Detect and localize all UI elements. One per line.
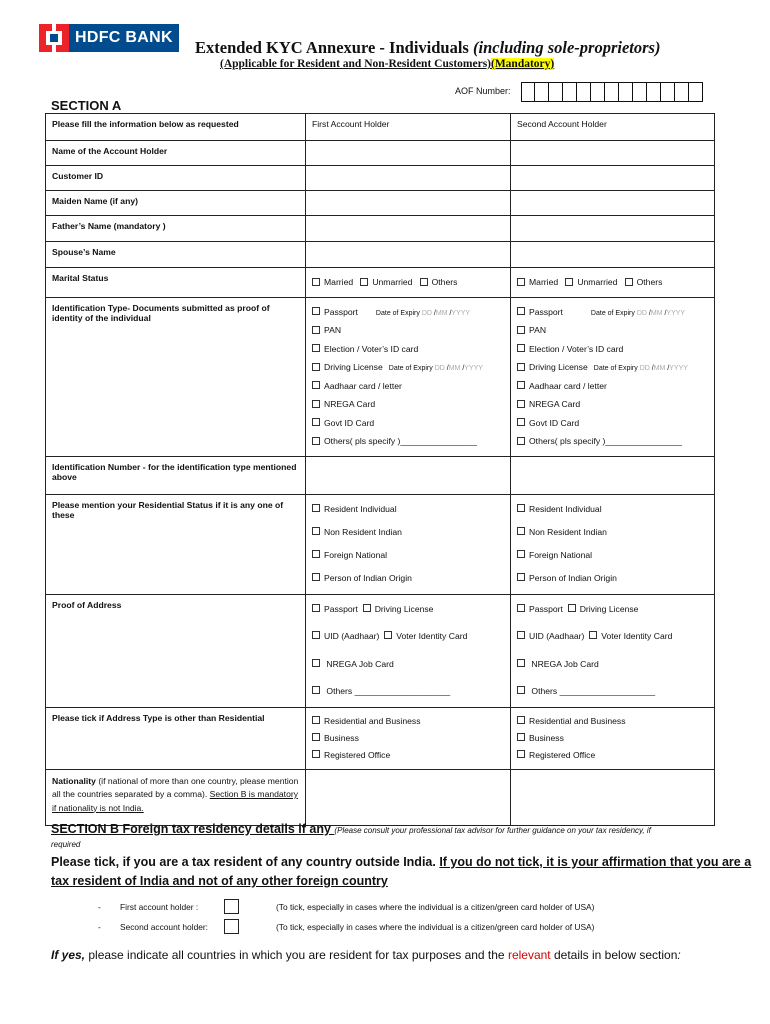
checkbox[interactable] bbox=[568, 604, 576, 612]
first-holder-tax-checkbox[interactable] bbox=[224, 899, 239, 914]
checkbox[interactable] bbox=[517, 573, 525, 581]
checkbox[interactable] bbox=[517, 550, 525, 558]
first-holder-marital-options: Married Unmarried Others bbox=[306, 268, 511, 298]
checkbox[interactable] bbox=[517, 750, 525, 758]
table-row bbox=[46, 769, 715, 825]
first-holder-father-field[interactable] bbox=[306, 216, 511, 242]
row-label: Proof of Address bbox=[46, 594, 306, 707]
table-row bbox=[46, 707, 715, 769]
section-b-note-continuation: required bbox=[51, 840, 81, 849]
checkbox[interactable] bbox=[517, 418, 525, 426]
checkbox[interactable] bbox=[517, 363, 525, 371]
checkbox[interactable] bbox=[517, 278, 525, 286]
row-label: Father’s Name (mandatory ) bbox=[46, 216, 306, 242]
table-row bbox=[46, 242, 715, 268]
checkbox[interactable] bbox=[312, 437, 320, 445]
checkbox[interactable] bbox=[312, 573, 320, 581]
checkbox[interactable] bbox=[312, 381, 320, 389]
checkbox[interactable] bbox=[312, 604, 320, 612]
row-label: Identification Type- Documents submitted as proof of identity of the individual bbox=[46, 297, 306, 456]
checkbox[interactable] bbox=[517, 659, 525, 667]
checkbox[interactable] bbox=[312, 400, 320, 408]
checkbox[interactable] bbox=[360, 278, 368, 286]
second-holder-marital-options: Married Unmarried Others bbox=[511, 268, 715, 298]
second-holder-proof-options: Passport Driving License UID (Aadhaar) Voter Identity Card NREGA Job Card Others ____________________ bbox=[511, 594, 715, 707]
checkbox[interactable] bbox=[589, 631, 597, 639]
second-holder-name-field[interactable] bbox=[511, 141, 715, 166]
checkbox[interactable] bbox=[312, 527, 320, 535]
second-holder-nationality-field[interactable] bbox=[511, 769, 715, 825]
mandatory-highlight: (Mandatory) bbox=[491, 58, 555, 70]
row-label: Identification Number - for the identification type mentioned above bbox=[46, 456, 306, 494]
table-row bbox=[46, 297, 715, 456]
second-holder-tax-checkbox[interactable] bbox=[224, 919, 239, 934]
checkbox[interactable] bbox=[312, 326, 320, 334]
first-holder-name-field[interactable] bbox=[306, 141, 511, 166]
first-holder-tax-row: - First account holder : (To tick, especially in cases where the individual is a citizen/green card holder of USA) bbox=[98, 902, 658, 918]
checkbox[interactable] bbox=[312, 278, 320, 286]
first-holder-residential-options: Resident Individual Non Resident Indian Foreign National Person of Indian Origin bbox=[306, 494, 511, 594]
row-label: Marital Status bbox=[46, 268, 306, 298]
table-row bbox=[46, 191, 715, 216]
kyc-table bbox=[45, 113, 715, 826]
checkbox[interactable] bbox=[312, 686, 320, 694]
table-row bbox=[46, 216, 715, 242]
first-holder-spouse-field[interactable] bbox=[306, 242, 511, 268]
second-holder-tax-row: - Second account holder: (To tick, especially in cases where the individual is a citizen/green card holder of USA) bbox=[98, 922, 658, 938]
column-header: Please fill the information below as requested bbox=[46, 114, 306, 141]
first-holder-maiden-field[interactable] bbox=[306, 191, 511, 216]
column-header: First Account Holder bbox=[306, 114, 511, 141]
table-row bbox=[46, 141, 715, 166]
aof-number-label: AOF Number: bbox=[455, 86, 511, 96]
first-holder-customer-id-field[interactable] bbox=[306, 166, 511, 191]
table-header-row bbox=[46, 114, 715, 141]
checkbox[interactable] bbox=[565, 278, 573, 286]
checkbox[interactable] bbox=[384, 631, 392, 639]
row-label: Customer ID bbox=[46, 166, 306, 191]
second-holder-id-number-field[interactable] bbox=[511, 456, 715, 494]
checkbox[interactable] bbox=[517, 716, 525, 724]
checkbox[interactable] bbox=[517, 400, 525, 408]
checkbox[interactable] bbox=[517, 631, 525, 639]
second-holder-maiden-field[interactable] bbox=[511, 191, 715, 216]
checkbox[interactable] bbox=[517, 604, 525, 612]
first-holder-proof-options: Passport Driving License UID (Aadhaar) Voter Identity Card NREGA Job Card Others ____________________ bbox=[306, 594, 511, 707]
second-holder-spouse-field[interactable] bbox=[511, 242, 715, 268]
checkbox[interactable] bbox=[312, 733, 320, 741]
hdfc-logo-mark-icon bbox=[39, 24, 69, 52]
row-label: Spouse’s Name bbox=[46, 242, 306, 268]
second-holder-residential-options: Resident Individual Non Resident Indian Foreign National Person of Indian Origin bbox=[511, 494, 715, 594]
checkbox[interactable] bbox=[420, 278, 428, 286]
table-row bbox=[46, 456, 715, 494]
checkbox[interactable] bbox=[517, 326, 525, 334]
second-holder-address-options: Residential and Business Business Registered Office bbox=[511, 707, 715, 769]
checkbox[interactable] bbox=[517, 437, 525, 445]
page-title: Extended KYC Annexure - Individuals (including sole-proprietors) bbox=[195, 38, 661, 57]
tax-residency-instruction: Please tick, if you are a tax resident of any country outside India. If you do not tick, it is your affirmation that you are a tax resident of India and not of any other foreign country bbox=[51, 855, 752, 888]
table-row bbox=[46, 166, 715, 191]
first-holder-id-number-field[interactable] bbox=[306, 456, 511, 494]
checkbox[interactable] bbox=[312, 418, 320, 426]
second-holder-id-options: Passport Date of Expiry DD /MM /YYYY PAN Election / Voter’s ID card Driving License Date of Expiry DD /MM /YYYY Aadhaar card / letter NREGA Card Govt ID Card Others( pls specify )________________ bbox=[511, 297, 715, 456]
column-header: Second Account Holder bbox=[511, 114, 715, 141]
section-a-heading: SECTION A bbox=[51, 98, 122, 113]
row-label: Please tick if Address Type is other than Residential bbox=[46, 707, 306, 769]
checkbox[interactable] bbox=[517, 381, 525, 389]
checkbox[interactable] bbox=[517, 686, 525, 694]
checkbox[interactable] bbox=[312, 504, 320, 512]
section-b-heading: SECTION B Foreign tax residency details if any (Please consult your professional tax advisor for further guidance on your tax residency, if bbox=[51, 822, 651, 836]
table-row bbox=[46, 268, 715, 298]
checkbox[interactable] bbox=[312, 750, 320, 758]
checkbox[interactable] bbox=[517, 527, 525, 535]
first-holder-id-options: Passport Date of Expiry DD /MM /YYYY PAN Election / Voter’s ID card Driving License Date of Expiry DD /MM /YYYY Aadhaar card / letter NREGA Card Govt ID Card Others( pls specify )________________ bbox=[306, 297, 511, 456]
checkbox[interactable] bbox=[312, 344, 320, 352]
second-holder-customer-id-field[interactable] bbox=[511, 166, 715, 191]
aof-number-boxes[interactable] bbox=[521, 82, 703, 102]
checkbox[interactable] bbox=[517, 733, 525, 741]
checkbox[interactable] bbox=[517, 307, 525, 315]
table-row bbox=[46, 494, 715, 594]
checkbox[interactable] bbox=[312, 550, 320, 558]
nationality-label: Nationality (if national of more than one country, please mention all the countries separated by a comma). Section B is mandatory if nationality is not India. bbox=[46, 769, 306, 825]
checkbox[interactable] bbox=[312, 659, 320, 667]
if-yes-instruction: If yes, please indicate all countries in which you are resident for tax purposes and the relevant details in below section: bbox=[51, 948, 681, 962]
checkbox[interactable] bbox=[625, 278, 633, 286]
checkbox[interactable] bbox=[312, 631, 320, 639]
page-subtitle: (Applicable for Resident and Non-Resident Customers)(Mandatory) bbox=[220, 58, 555, 70]
table-row bbox=[46, 594, 715, 707]
row-label: Maiden Name (if any) bbox=[46, 191, 306, 216]
second-holder-father-field[interactable] bbox=[511, 216, 715, 242]
checkbox[interactable] bbox=[363, 604, 371, 612]
checkbox[interactable] bbox=[517, 344, 525, 352]
checkbox[interactable] bbox=[312, 363, 320, 371]
checkbox[interactable] bbox=[312, 307, 320, 315]
row-label: Name of the Account Holder bbox=[46, 141, 306, 166]
logo-text: HDFC BANK bbox=[69, 24, 179, 52]
first-holder-address-options: Residential and Business Business Registered Office bbox=[306, 707, 511, 769]
checkbox[interactable] bbox=[517, 504, 525, 512]
checkbox[interactable] bbox=[312, 716, 320, 724]
hdfc-bank-logo bbox=[39, 24, 184, 52]
row-label: Please mention your Residential Status if it is any one of these bbox=[46, 494, 306, 594]
first-holder-nationality-field[interactable] bbox=[306, 769, 511, 825]
